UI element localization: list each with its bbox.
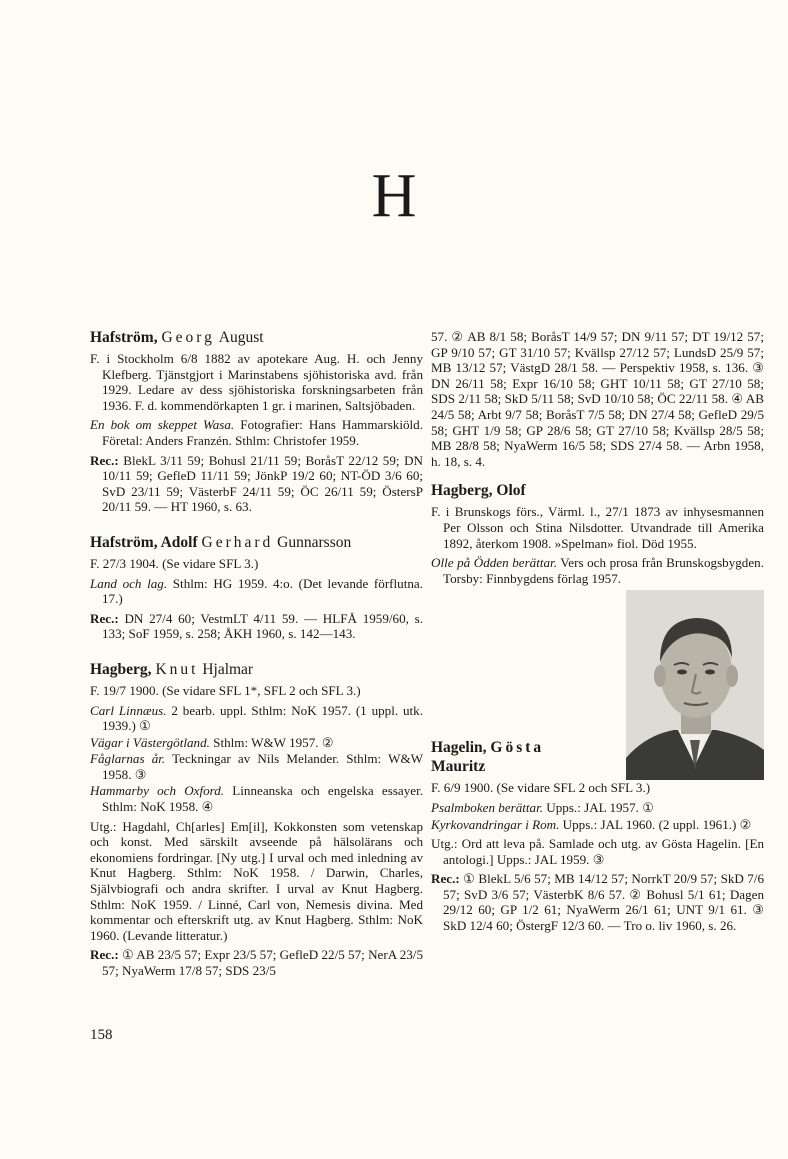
reviews-text: ① AB 23/5 57; Expr 23/5 57; GefleD 22/5 57; NerA 23/5 57; NyaWerm 17/8 57; SDS 23/5 bbox=[102, 947, 423, 978]
reviews-text: DN 27/4 60; VestmLT 4/11 59. — HLFÅ 1959/60, s. 133; SoF 1959, s. 258; ÅKH 1960, s. 142—143. bbox=[102, 610, 423, 642]
work-details: 2 bearb. uppl. Sthlm: NoK 1957. (1 uppl. utk. 1939.) ① bbox=[102, 702, 423, 734]
biography: F. 27/3 1904. (Se vidare SFL 3.) bbox=[90, 555, 259, 571]
work-item bbox=[90, 703, 423, 734]
work-title: Psalmboken berättar. bbox=[431, 799, 544, 815]
work-details: Sthlm: HG 1959. 4:o. (Det levande förflutna. 17.) bbox=[102, 575, 423, 607]
given-name-spaced: Knut bbox=[155, 660, 199, 678]
entry-hafstrom-adolf bbox=[90, 533, 423, 642]
entry-hagberg-knut bbox=[90, 660, 423, 979]
work-item bbox=[90, 751, 423, 782]
reviews-label: Rec.: bbox=[90, 452, 119, 468]
work-title: Land och lag. bbox=[90, 575, 168, 591]
given-name-rest: August bbox=[218, 329, 264, 346]
biography: F. i Brunskogs förs., Värml. l., 27/1 1873 av inhysesmannen Per Olsson och Stina Nilsdotter. Utvandrade till Amerika 1892, återkom 1908. »Spelman» fiol. Död 1955. bbox=[431, 504, 764, 551]
reviews-continued: 57. ② AB 8/1 58; BoråsT 14/9 57; DN 9/11 57; DT 19/12 57; GP 9/10 57; GT 31/10 57; Kvällsp 27/12 57; LundsD 25/9 57; MB 13/12 57; VästgD 28/1 58. — Perspektiv 1958, s. 136. ③ DN 26/11 58; Expr 16/10 58; GHT 10/11 58; GT 27/10 58; SDS 2/11 58; SkD 5/11 58; SvD 10/10 58; ÖC 22/11 58. ④ AB 24/5 58; Arbt 9/7 58; BoråsT 7/5 58; DN 27/4 58; GefleD 29/5 58; GHT 1/9 58; GP 28/6 58; GT 27/10 58; Kvällsp 28/5 58; MB 28/8 58; NyaWerm 16/5 58; SDS 27/4 58. — Arbn 1958, h. 18, s. 4. bbox=[431, 329, 764, 469]
entry-hagelin-gosta bbox=[431, 590, 764, 933]
entry-heading bbox=[90, 533, 423, 552]
surname: Hafström, Adolf bbox=[90, 533, 198, 551]
work-item bbox=[90, 735, 423, 751]
work-details: Vers och prosa från Brunskogsbygden. Torsby: Finnbygdens förlag 1957. bbox=[443, 555, 764, 586]
reviews bbox=[90, 947, 423, 978]
left-column bbox=[90, 328, 423, 983]
portrait-block bbox=[431, 590, 764, 780]
work-item bbox=[90, 576, 423, 607]
entry-heading bbox=[431, 738, 544, 776]
biography: F. i Stockholm 6/8 1882 av apotekare Aug. H. och Jenny Klefberg. Tjänstgjort i Marinstabens sjöhistoriska avd. från 1929. Ledare av dess sjöhistoriska forskningsarbeten från 1936. F. d. kommendörkapten 1 gr. i marinen, Saltsjöbaden. bbox=[90, 351, 423, 413]
biography: F. 6/9 1900. (Se vidare SFL 2 och SFL 3.) bbox=[431, 780, 651, 796]
portrait-photo bbox=[626, 590, 764, 780]
entry-heading bbox=[90, 328, 423, 347]
work-item bbox=[431, 817, 764, 833]
surname: Hafström, bbox=[90, 329, 158, 346]
work-details: Upps.: JAL 1957. ① bbox=[543, 799, 654, 815]
work-item bbox=[90, 783, 423, 814]
work-title: Kyrkovandringar i Rom. bbox=[431, 816, 560, 832]
section-letter: H bbox=[371, 162, 417, 230]
reviews-label: Rec.: bbox=[90, 947, 119, 963]
right-column bbox=[431, 329, 764, 938]
work-title: Olle på Ödden berättar. bbox=[431, 555, 557, 571]
work-title: En bok om skeppet Wasa. bbox=[90, 417, 235, 433]
work-details: Teckningar av Nils Melander. Sthlm: W&W 1958. ③ bbox=[102, 751, 423, 782]
reviews bbox=[431, 871, 764, 933]
reviews-label: Rec.: bbox=[431, 871, 460, 887]
work-title: Hammarby och Oxford. bbox=[90, 783, 225, 799]
reviews bbox=[90, 611, 423, 642]
given-name-rest: Mauritz bbox=[431, 758, 486, 776]
entry-heading: Hagberg, Olof bbox=[431, 482, 526, 500]
work-item bbox=[90, 417, 423, 448]
portrait-image bbox=[626, 590, 764, 780]
editor-note: Utg.: Ord att leva på. Samlade och utg. av Gösta Hagelin. [En antologi.] Upps.: JAL 1959. ③ bbox=[431, 836, 764, 867]
work-title: Vägar i Västergötland. bbox=[90, 734, 210, 750]
given-name-rest: Hjalmar bbox=[202, 660, 254, 678]
surname: Hagberg, bbox=[90, 660, 152, 678]
given-name-spaced: Gösta bbox=[490, 739, 545, 757]
work-details: Upps.: JAL 1960. (2 uppl. 1961.) ② bbox=[559, 816, 752, 832]
editor-note: Utg.: Hagdahl, Ch[arles] Em[il], Kokkonsten som vetenskap och konst. Med särskilt avseende på hälsolärans och ekonomiens fordringar. [Ny utg.] I urval och med inledning av Knut Hagberg. Sthlm: NoK 1958. / Darwin, Charles, Självbiografi och andra skrifter. I urval av Knut Hagberg. Sthlm: NoK 1959. / Linné, Carl von, Nemesis divina. Med kommentar och efterskrift utg. av Knut Hagberg. Sthlm: NoK 1960. (Levande litteratur.) bbox=[90, 818, 423, 943]
given-name-spaced: Georg bbox=[161, 329, 215, 346]
biography: F. 19/7 1900. (Se vidare SFL 1*, SFL 2 och SFL 3.) bbox=[90, 682, 361, 698]
entry-hafstrom-georg bbox=[90, 328, 423, 515]
reviews-text: ① BlekL 5/6 57; MB 14/12 57; NorrkT 20/9 57; SkD 7/6 57; SvD 3/6 57; VästerbK 8/6 57. ② Bohusl 5/1 61; Dagen 29/12 60; GP 1/2 61; NyaWerm 26/1 61; UNT 9/1 61. ③ SkD 12/4 60; ÖstergF 12/3 60. — Tro o. liv 1960, s. 26. bbox=[443, 871, 764, 934]
work-title: Carl Linnæus. bbox=[90, 702, 167, 718]
work-details: Linneanska och engelska essayer. Sthlm: NoK 1958. ④ bbox=[102, 783, 424, 815]
work-item bbox=[431, 800, 764, 816]
reviews-text: BlekL 3/11 59; Bohusl 21/11 59; BoråsT 22/12 59; DN 10/11 59; GefleD 11/11 59; JönkP 19/2 60; NT-ÖD 3/6 60; SvD 23/11 59; VästerbF 24/11 59; ÖC 26/11 59; ÖstersP 20/11 59. — HT 1960, s. 63. bbox=[102, 452, 423, 515]
reviews bbox=[90, 453, 423, 515]
surname: Hagelin, bbox=[431, 739, 487, 757]
work-item bbox=[431, 555, 764, 586]
work-title: Fåglarnas år. bbox=[90, 751, 166, 767]
work-details: Sthlm: W&W 1957. ② bbox=[209, 734, 334, 750]
given-name-rest: Gunnarsson bbox=[277, 533, 352, 551]
work-details: Fotografier: Hans Hammarskiöld. Företal: Anders Franzén. Sthlm: Christofer 1959. bbox=[102, 417, 423, 448]
reviews-label: Rec.: bbox=[90, 610, 119, 626]
entry-heading bbox=[90, 660, 423, 679]
page-number: 158 bbox=[90, 1027, 113, 1043]
entry-hagberg-olof bbox=[431, 481, 764, 586]
given-name-spaced: Gerhard bbox=[201, 533, 274, 551]
